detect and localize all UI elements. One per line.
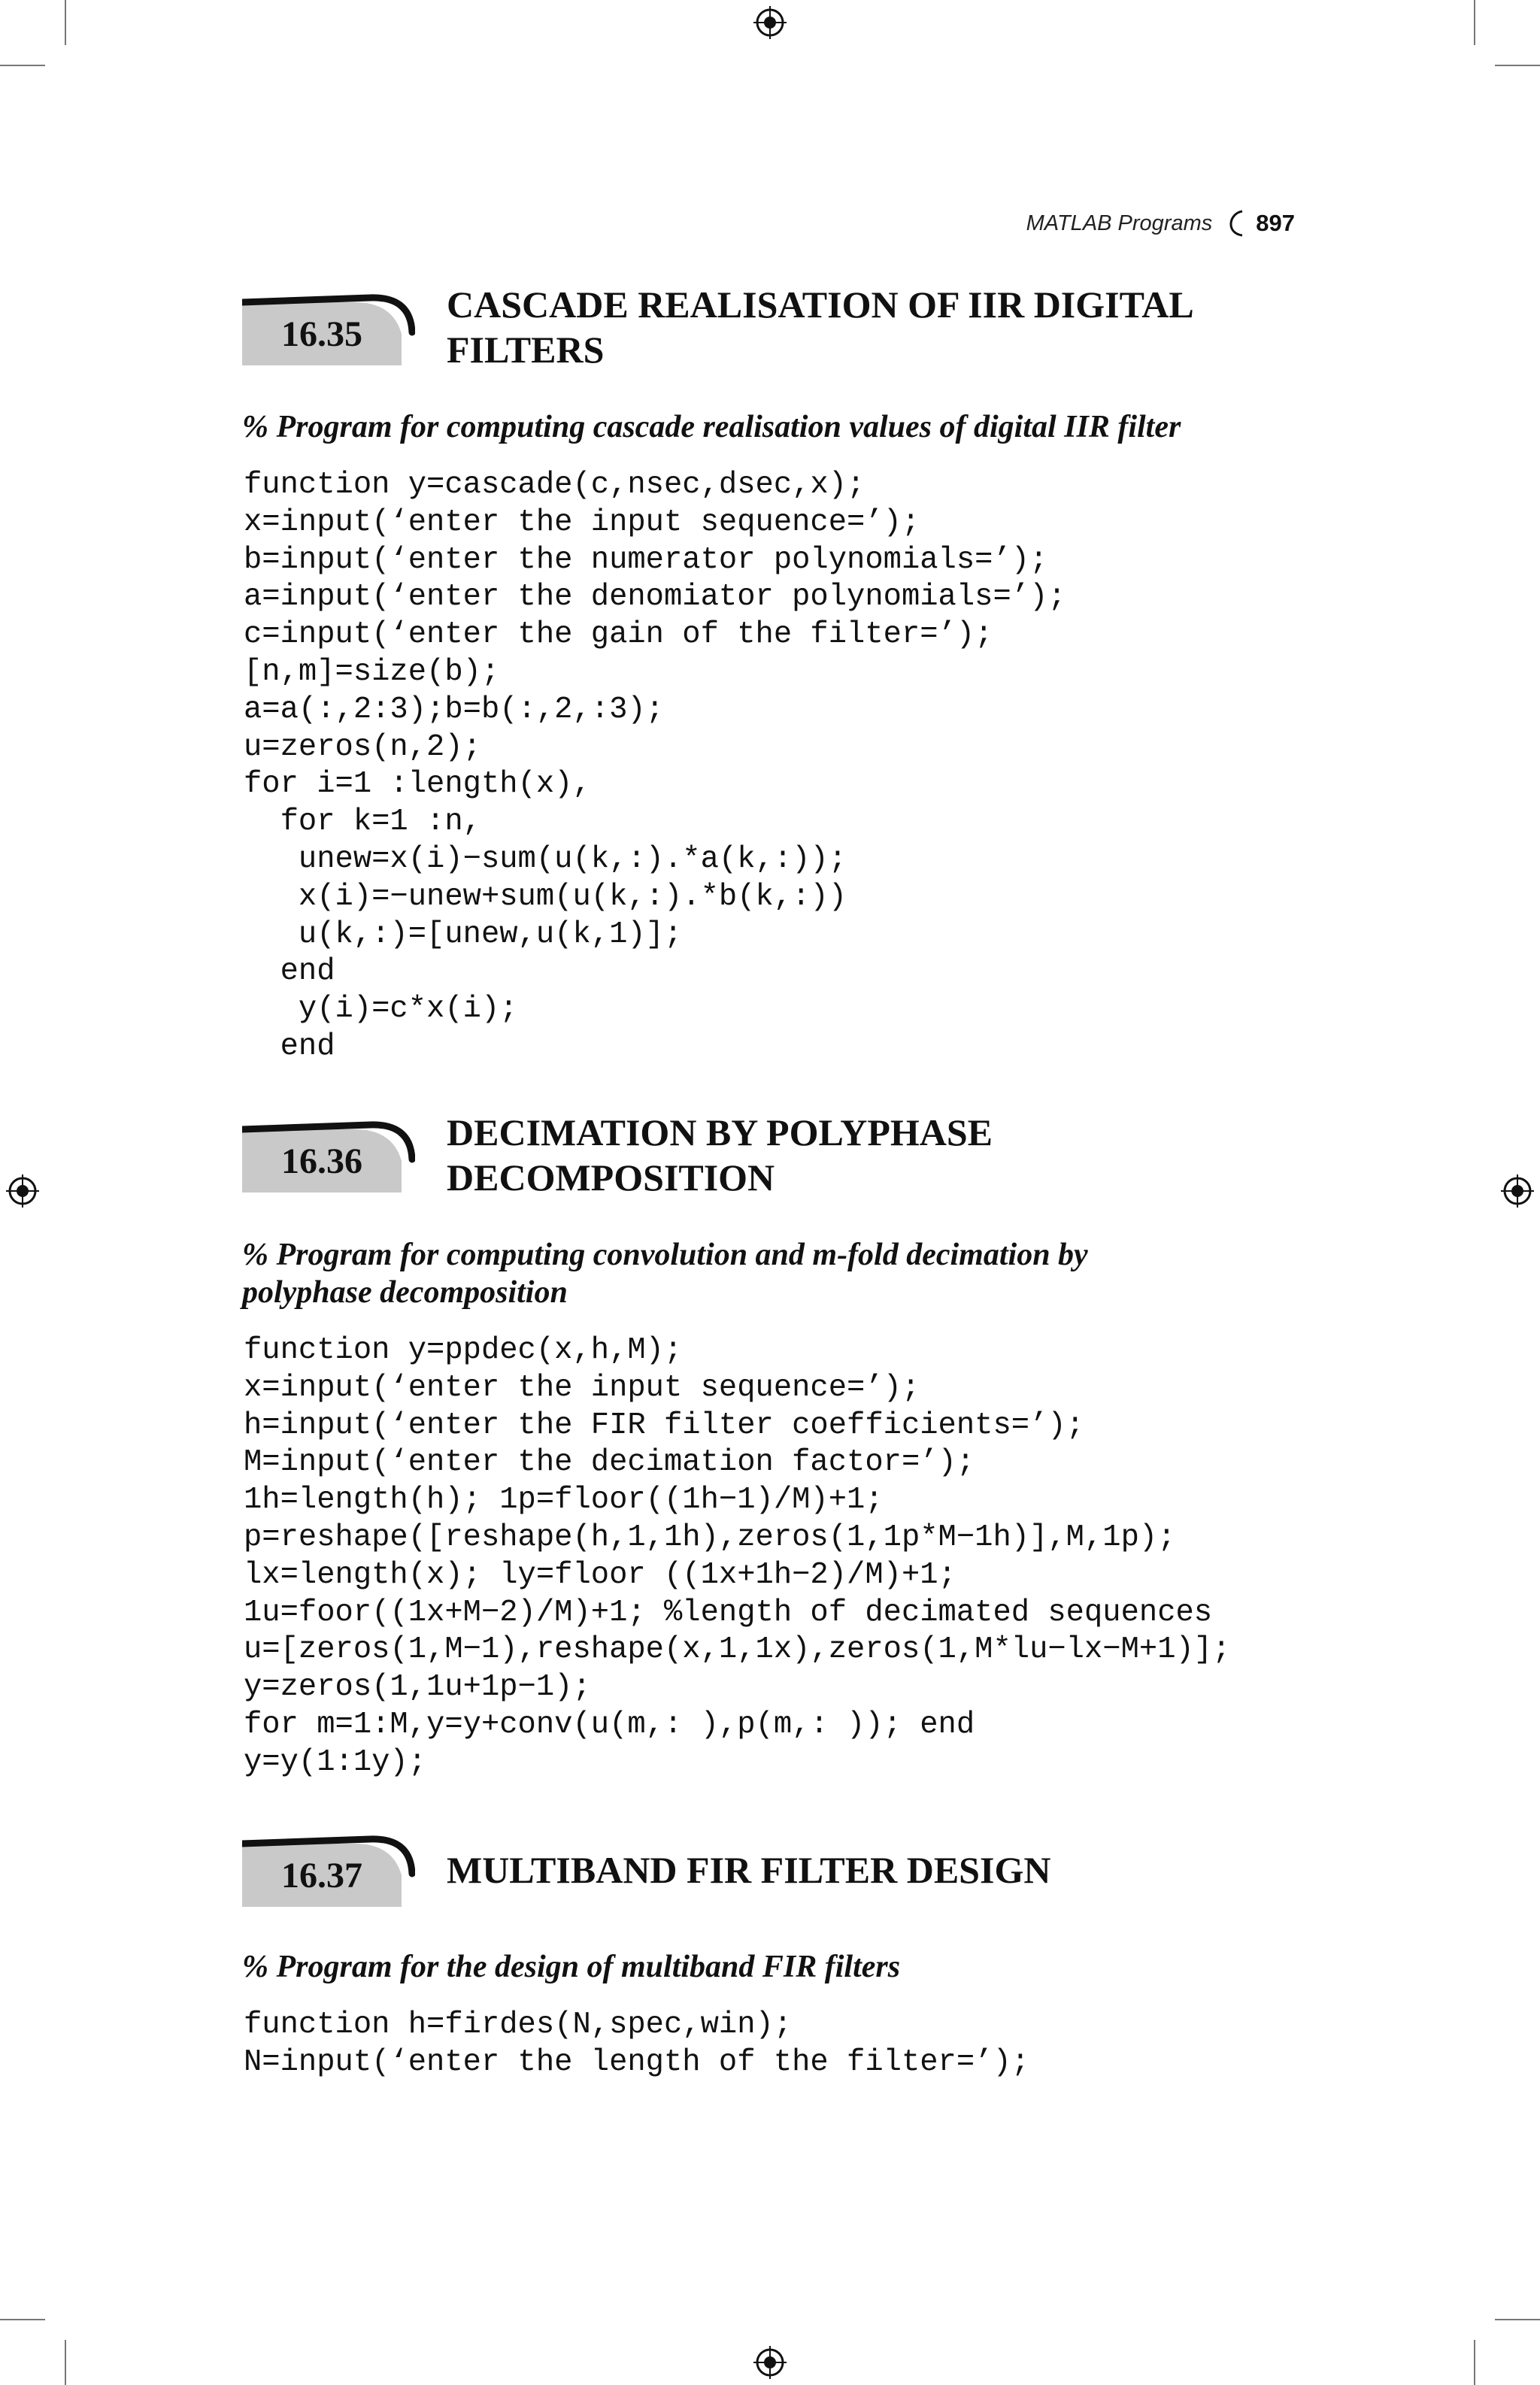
code-block [244,467,1334,1066]
code-line: for k=1 :n, [244,805,481,840]
code-line: end [244,954,335,989]
program-comment-line: % Program for computing cascade realisation values of digital IIR filter [242,410,1181,444]
code-line: 1h=length(h); 1p=floor((1h−1)/M)+1; [244,1483,884,1518]
section-title-line: DECOMPOSITION [447,1156,775,1199]
code-line: 1u=foor((1x+M−2)/M)+1; %length of decimated sequences [244,1595,1213,1630]
crop-mark-br-h [1495,2319,1540,2320]
code-line: end [244,1029,335,1064]
section-title [447,1110,1311,1200]
program-comment-line: % Program for the design of multiband FIR filters [242,1950,901,1984]
registration-mark-top-icon [753,6,787,39]
crop-mark-tr-v [1474,0,1475,45]
code-line: c=input(‘enter the gain of the filter=’); [244,617,993,653]
section-badge [242,1114,415,1192]
program-comment [242,1236,1310,1311]
registration-mark-left-icon [6,1174,39,1208]
program-comment [242,408,1310,446]
crop-mark-br-v [1474,2340,1475,2385]
crop-mark-tl-h [0,65,45,66]
code-line: function y=cascade(c,nsec,dsec,x); [244,468,865,502]
running-head [1026,209,1295,238]
code-line: y=zeros(1,1u+1p−1); [244,1670,591,1705]
code-line: function y=ppdec(x,h,M); [244,1333,683,1368]
section-number: 16.37 [281,1855,362,1896]
crop-mark-tr-h [1495,65,1540,66]
section-badge [242,287,415,365]
code-line: for m=1:M,y=y+conv(u(m,: ),p(m,: )); end [244,1707,975,1742]
code-line: [n,m]=size(b); [244,654,500,689]
code-line: x=input(‘enter the input sequence=’); [244,505,920,540]
program-comment-line: polyphase decomposition [242,1275,568,1310]
code-line: unew=x(i)−sum(u(k,:).*a(k,:)); [244,841,847,877]
code-line: x=input(‘enter the input sequence=’); [244,1370,920,1405]
program-comment-line: % Program for computing convolution and m-fold decimation by [242,1238,1088,1272]
crop-mark-tl-v [65,0,66,45]
registration-mark-right-icon [1501,1174,1534,1208]
crop-mark-bl-v [65,2340,66,2385]
code-line: y=y(1:1y); [244,1744,427,1780]
section-number: 16.35 [281,314,362,354]
code-line: b=input(‘enter the numerator polynomials=’); [244,542,1048,577]
section-title [447,282,1311,372]
section-title-line: MULTIBAND FIR FILTER DESIGN [447,1849,1051,1891]
registration-mark-bottom-icon [753,2346,787,2379]
code-block [244,2007,1334,2082]
running-head-title: MATLAB Programs [1026,211,1213,235]
section-title-line: CASCADE REALISATION OF IIR DIGITAL [447,283,1194,326]
section-title [447,1847,1311,1893]
code-line: h=input(‘enter the FIR filter coefficients=’); [244,1408,1084,1443]
code-line: M=input(‘enter the decimation factor=’); [244,1445,975,1480]
page-bracket-icon [1223,209,1245,238]
code-line: y(i)=c*x(i); [244,992,518,1027]
code-line: x(i)=−unew+sum(u(k,:).*b(k,:)) [244,879,847,914]
program-comment [242,1948,1310,1986]
crop-mark-bl-h [0,2319,45,2320]
code-line: function h=firdes(N,spec,win); [244,2008,793,2042]
section-title-line: FILTERS [447,329,605,371]
code-line: lx=length(x); ly=floor ((1x+1h−2)/M)+1; [244,1557,956,1593]
code-line: p=reshape([reshape(h,1,1h),zeros(1,1p*M−1h)],M,1p); [244,1520,1176,1555]
code-line: u=zeros(n,2); [244,729,481,765]
section-badge [242,1829,415,1907]
code-line: u=[zeros(1,M−1),reshape(x,1,1x),zeros(1,M*lu−lx−M+1)]; [244,1632,1231,1668]
code-line: for i=1 :length(x), [244,767,591,802]
section-title-line: DECIMATION BY POLYPHASE [447,1111,993,1153]
section-number: 16.36 [281,1141,362,1181]
code-line: a=input(‘enter the denomiator polynomials=’); [244,580,1066,615]
code-line: u(k,:)=[unew,u(k,1)]; [244,917,683,952]
page-number: 897 [1256,210,1295,236]
code-line: a=a(:,2:3);b=b(:,2,:3); [244,692,664,727]
code-block [244,1332,1334,1782]
code-line: N=input(‘enter the length of the filter=’); [244,2044,1030,2080]
